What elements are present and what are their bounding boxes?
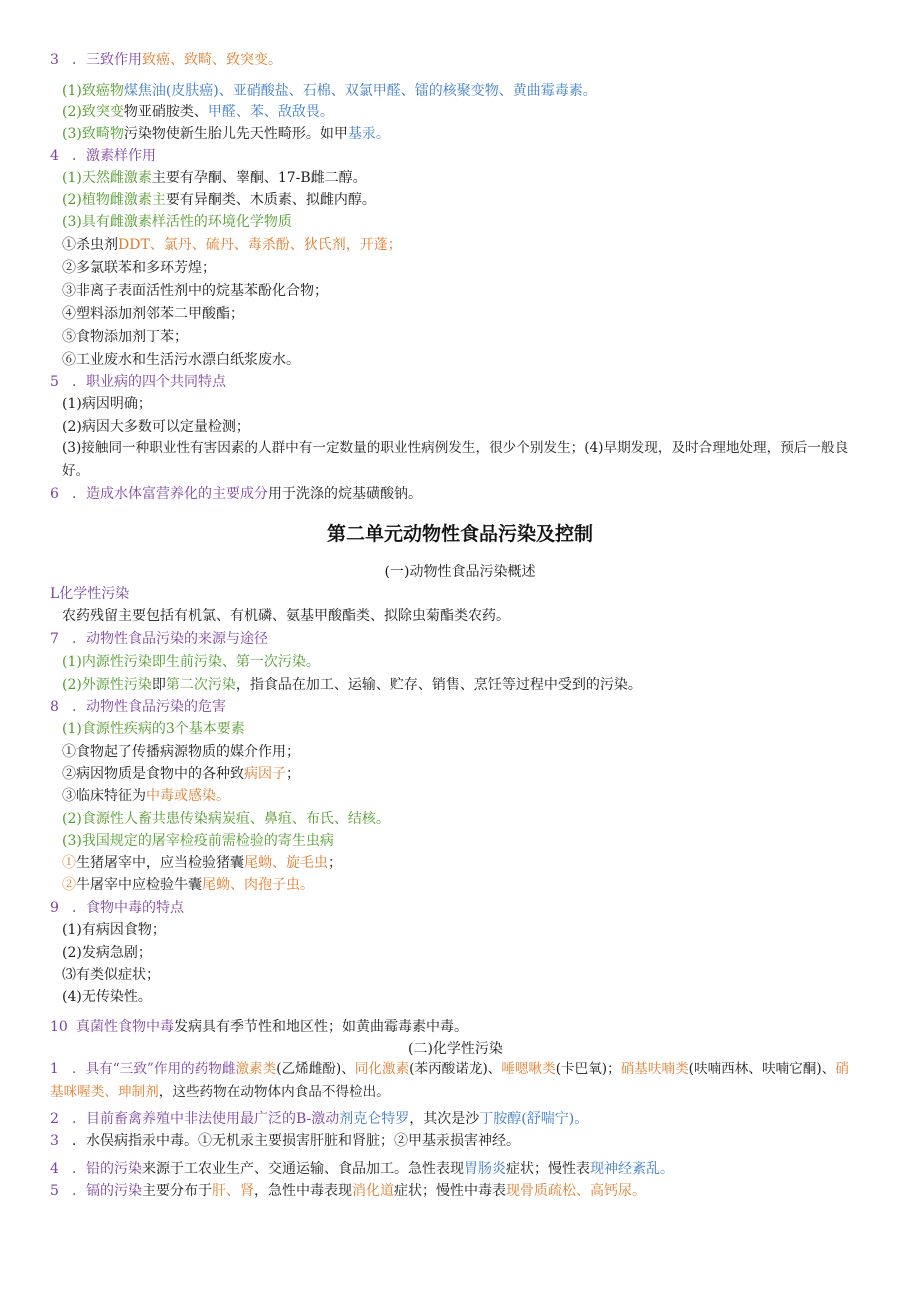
poisoning-3: ⑶有类似症状；	[62, 967, 160, 983]
item-8-heading: 8 ．动物性食品污染的危害	[50, 699, 226, 715]
occupational-3-4: (3)接触同一种职业性有害因素的人群中有一定数量的职业性病例发生，很少个别发生；(4)早期发现，及时合理地处理，预后一般良好。	[62, 440, 849, 479]
item-number: 3	[50, 52, 59, 68]
wastewater-line: ⑥工业废水和生活污水漂白纸浆废水。	[62, 352, 300, 368]
parasite-heading: (3)我国规定的屠宰检疫前需检验的寄生虫病	[62, 833, 334, 849]
chem-item-3: 3 ．水俣病指汞中毒。①无机汞主要损害肝脏和肾脏；②甲基汞损害神经。	[50, 1133, 520, 1149]
chem-item-2: 2 ．目前畜禽养殖中非法使用最广泛的B-激动剂克仑特罗，其次是沙丁胺醇(舒喘宁)。	[50, 1111, 589, 1127]
item-3-heading: 3 ．三致作用致癌、致畸、致突变。	[50, 52, 282, 68]
unit-title: 第二单元动物性食品污染及控制	[326, 523, 593, 545]
section-subtitle-2: (二)化学性污染	[408, 1041, 503, 1057]
element-3: ③临床特征为中毒或感染。	[62, 788, 230, 804]
occupational-2: (2)病因大多数可以定量检测；	[62, 419, 250, 435]
chem-item-5: 5 ．镉的污染主要分布于肝、肾，急性中毒表现消化道症状；慢性中毒表现骨质疏松、高钙尿。	[50, 1183, 646, 1199]
item-7-heading: 7 ．动物性食品污染的来源与途径	[50, 631, 268, 647]
item-9-heading: 9 ．食物中毒的特点	[50, 900, 184, 916]
pig-slaughter-line: ①生猪屠宰中，应当检验猪囊尾蚴、旋毛虫；	[62, 855, 342, 871]
poisoning-2: (2)发病急剧；	[62, 945, 152, 961]
plasticizer-line: ④塑料添加剂邻苯二甲酸酯；	[62, 306, 244, 322]
element-2: ②病因物质是食物中的各种致病因子；	[62, 766, 300, 782]
surfactant-line: ③非离子表面活性剂中的烷基苯酚化合物；	[62, 283, 328, 299]
chem-item-4: 4 ．铅的污染来源于工农业生产、交通运输、食品加工。急性表现胃肠炎症状；慢性表现神经紊乱。	[50, 1161, 674, 1177]
pesticide-residue-line: 农药残留主要包括有机氯、有机磷、氨基甲酸酯类、拟除虫菊酯类农药。	[62, 608, 510, 624]
endogenous-line: (1)内源性污染即生前污染、第一次污染。	[62, 654, 320, 670]
poisoning-4: (4)无传染性。	[62, 989, 152, 1005]
pcb-line: ②多氯联苯和多环芳煌；	[62, 260, 216, 276]
poisoning-1: (1)有病因食物；	[62, 922, 166, 938]
item-5-heading: 5 ．职业病的四个共同特点	[50, 374, 226, 390]
food-additive-line: ⑤食物添加剂丁苯；	[62, 329, 188, 345]
chemical-pollution-heading: L化学性污染	[50, 586, 130, 602]
carcinogen-line: (1)致癌物煤焦油(皮肤癌)、亚硝酸盐、石棉、双氯甲醛、镭的核聚变物、黄曲霉毒素。	[62, 83, 597, 99]
mutagen-line: (2)致突变物亚硝胺类、甲醛、苯、敌敌畏。	[62, 104, 334, 120]
item-4-heading: 4 ．激素样作用	[50, 148, 156, 164]
foodborne-elements-heading: (1)食源性疾病的3个基本要素	[62, 721, 245, 737]
chem-item-1: 1 ．具有“三致”作用的药物雌激素类(乙烯雌酚)、同化激素(苯丙酸诺龙)、唾嗯啾类(卡巴氧)；硝基呋喃类(呋喃西林、呋喃它酮)、硝基咪喔类、珅制剂，这些药物在动物体内食品不得检出。	[50, 1061, 849, 1100]
plant-estrogen-line: (2)植物雌激素主要有异酮类、木质素、拟雌内醇。	[62, 192, 376, 208]
element-1: ①食物起了传播病源物质的媒介作用；	[62, 744, 300, 760]
item-6-line: 6 ．造成水体富营养化的主要成分用于洗涤的烷基磺酸钠。	[50, 486, 422, 502]
env-estrogen-heading: (3)具有雌激素样活性的环境化学物质	[62, 214, 292, 230]
item-10-line: 10 真菌性食物中毒发病具有季节性和地区性；如黄曲霉毒素中毒。	[50, 1019, 468, 1035]
natural-estrogen-line: (1)天然雌激素主要有孕酮、睾酮、17-B雌二醇。	[62, 170, 367, 186]
section-subtitle-1: (一)动物性食品污染概述	[384, 564, 536, 580]
teratogen-line: (3)致畸物污染物使新生胎儿先天性畸形。如甲基汞。	[62, 126, 390, 142]
cattle-slaughter-line: ②牛屠宰中应检验牛囊尾蚴、肉孢子虫。	[62, 877, 314, 893]
exogenous-line: (2)外源性污染即第二次污染，指食品在加工、运输、贮存、销售、烹饪等过程中受到的污染。	[62, 677, 642, 693]
insecticide-line: ①杀虫剂DDT、氯丹、硫丹、毒杀酚、狄氏剂，开蓬；	[62, 237, 402, 253]
zoonosis-line: (2)食源性人畜共患传染病炭疽、鼻疽、布氏、结核。	[62, 811, 390, 827]
occupational-1: (1)病因明确；	[62, 396, 152, 412]
